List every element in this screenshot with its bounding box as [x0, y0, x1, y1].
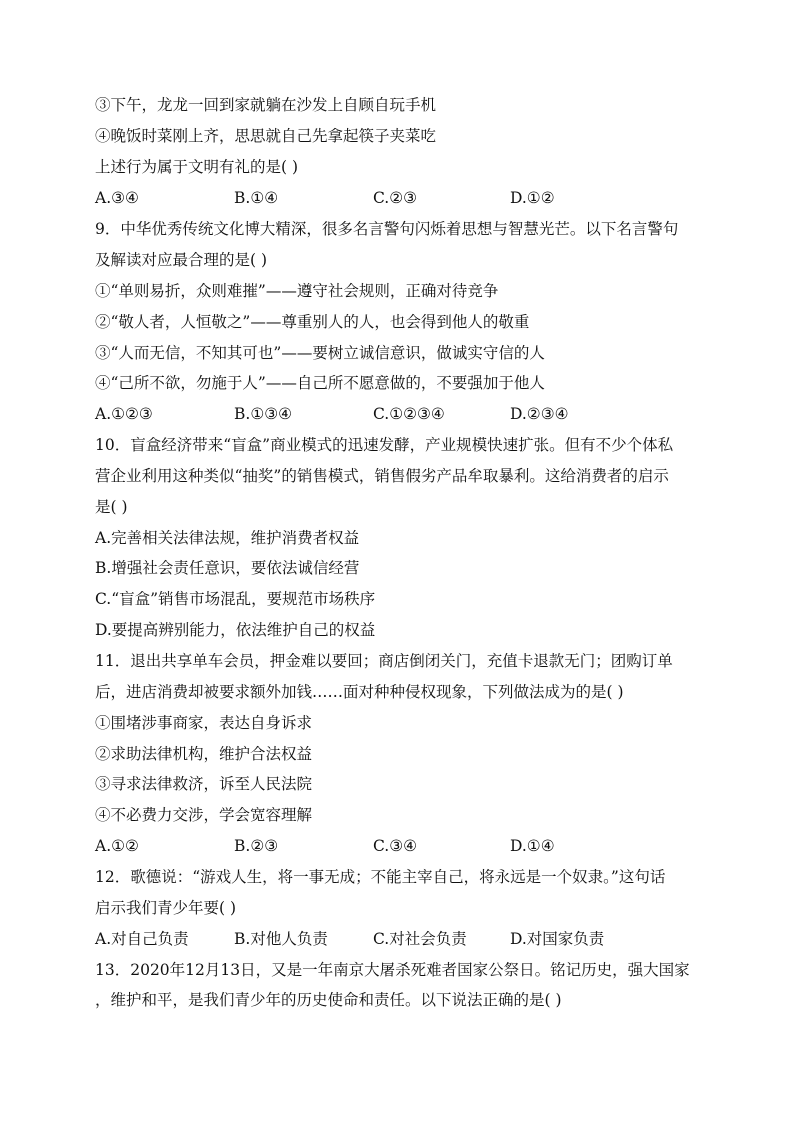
- q12-option-c: C.对社会负责: [373, 930, 467, 948]
- q11-option-d: D.①④: [510, 837, 555, 855]
- q11-stem-line-1: 11．退出共享单车会员，押金难以要回；商店倒闭关门，充值卡退款无门；团购订单: [95, 652, 673, 670]
- q10-option-d: D.要提高辨别能力，依法维护自己的权益: [95, 621, 376, 639]
- q8-option-d: D.①②: [510, 189, 555, 207]
- q8-option-b: B.①④: [234, 189, 279, 207]
- q12-stem-line-2: 启示我们青少年要( ): [95, 899, 237, 917]
- q10-stem-line-1: 10．盲盒经济带来“盲盒”商业模式的迅速发酵，产业规模快速扩张。但有不少个体私: [95, 436, 674, 454]
- q11-options: [95, 835, 715, 857]
- q8-options: [95, 187, 715, 209]
- q9-item-2: ②“敬人者，人恒敬之”——尊重别人的人，也会得到他人的敬重: [95, 313, 530, 331]
- q9-option-c: C.①②③④: [373, 405, 445, 423]
- q9-option-d: D.②③④: [510, 405, 569, 423]
- q12-option-d: D.对国家负责: [510, 930, 605, 948]
- q9-stem-line-1: 9．中华优秀传统文化博大精深，很多名言警句闪烁着思想与智慧光芒。以下名言警句: [95, 220, 679, 238]
- q10-option-b: B.增强社会责任意识，要依法诚信经营: [95, 559, 360, 577]
- q12-stem-line-1: 12．歌德说：“游戏人生，将一事无成；不能主宰自己，将永远是一个奴隶。”这句话: [95, 868, 666, 886]
- q9-stem-line-2: 及解读对应最合理的是( ): [95, 251, 268, 269]
- q9-option-b: B.①③④: [234, 405, 293, 423]
- q12-options: [95, 928, 715, 950]
- q10-option-c: C.“盲盒”销售市场混乱，要规范市场秩序: [95, 590, 376, 608]
- q11-item-3: ③寻求法律救济，诉至人民法院: [95, 775, 313, 793]
- q9-item-4: ④“己所不欲，勿施于人”——自己所不愿意做的，不要强加于他人: [95, 374, 545, 392]
- q11-item-1: ①围堵涉事商家，表达自身诉求: [95, 714, 313, 732]
- q11-option-a: A.①②: [95, 837, 139, 855]
- q11-stem-line-2: 后，进店消费却被要求额外加钱……面对种种侵权现象，下列做法成为的是( ): [95, 683, 624, 701]
- q13-stem-line-2: ，维护和平，是我们青少年的历史使命和责任。以下说法正确的是( ): [95, 991, 562, 1009]
- q11-option-b: B.②③: [234, 837, 279, 855]
- q12-option-a: A.对自己负责: [95, 930, 189, 948]
- q8-item-4: ④晚饭时菜刚上齐，思思就自己先拿起筷子夹菜吃: [95, 127, 437, 145]
- q8-option-c: C.②③: [373, 189, 418, 207]
- q8-prompt: 上述行为属于文明有礼的是( ): [95, 158, 299, 176]
- q13-stem-line-1: 13．2020年12月13日，又是一年南京大屠杀死难者国家公祭日。铭记历史，强大国家: [95, 961, 690, 979]
- q10-option-a: A.完善相关法律法规，维护消费者权益: [95, 529, 360, 547]
- q11-option-c: C.③④: [373, 837, 418, 855]
- q10-stem-line-3: 是( ): [95, 498, 128, 516]
- q11-item-2: ②求助法律机构，维护合法权益: [95, 745, 313, 763]
- q9-option-a: A.①②③: [95, 405, 153, 423]
- q8-item-3: ③下午，龙龙一回到家就躺在沙发上自顾自玩手机: [95, 96, 437, 114]
- q8-option-a: A.③④: [95, 189, 139, 207]
- q12-option-b: B.对他人负责: [234, 930, 328, 948]
- q9-item-1: ①“单则易折，众则难摧”——遵守社会规则，正确对待竞争: [95, 282, 499, 300]
- q9-item-3: ③“人而无信，不知其可也”——要树立诚信意识，做诚实守信的人: [95, 344, 545, 362]
- q9-options: [95, 403, 715, 425]
- q11-item-4: ④不必费力交涉，学会宽容理解: [95, 806, 313, 824]
- q10-stem-line-2: 营企业利用这种类似“抽奖”的销售模式，销售假劣产品牟取暴利。这给消费者的启示: [95, 467, 669, 485]
